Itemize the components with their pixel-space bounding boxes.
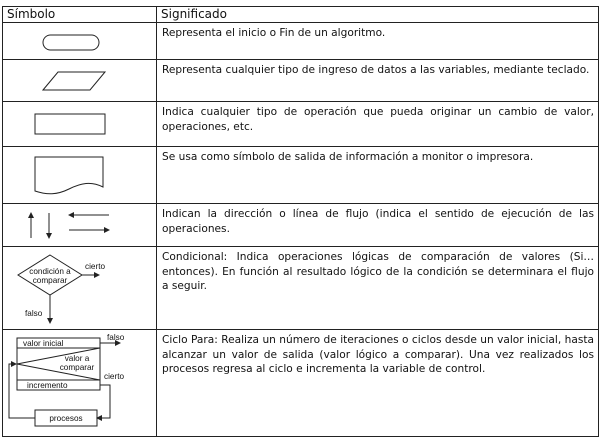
row-description: Representa cualquier tipo de ingreso de datos a las variables, mediante teclado. <box>157 60 599 102</box>
loop-false-label: falso <box>107 333 125 342</box>
row-description: Se usa como símbolo de salida de información a monitor o impresora. <box>157 147 599 204</box>
table-row <box>3 204 599 247</box>
loop-true-label: cierto <box>104 372 125 381</box>
header-meaning: Significado <box>157 7 599 23</box>
loop-initial-label: valor inicial <box>23 339 64 348</box>
table-row <box>3 23 599 60</box>
loop-compare-line1: valor a <box>64 354 90 363</box>
table-row <box>3 102 599 147</box>
table-header-row <box>3 7 599 23</box>
row-description: Indica cualquier tipo de operación que pueda originar un cambio de valor, operaciones, etc. <box>157 102 599 147</box>
decision-false-label: falso <box>25 309 43 318</box>
symbol-cell <box>3 204 157 247</box>
symbol-cell <box>3 23 157 60</box>
row-description: Representa el inicio o Fin de un algoritmo. <box>157 23 599 60</box>
loop-process-label: procesos <box>49 414 83 423</box>
loop-compare-line2: comparar <box>59 363 95 372</box>
table-row <box>3 330 599 437</box>
loop-increment-label: incremento <box>27 381 68 390</box>
table-row <box>3 60 599 102</box>
terminal-oval-icon <box>3 23 157 59</box>
for-loop-icon <box>3 330 157 436</box>
flowchart-symbols-table <box>2 6 599 437</box>
table-row <box>3 147 599 204</box>
symbol-cell <box>3 147 157 204</box>
process-rectangle-icon <box>3 102 157 146</box>
output-document-icon <box>3 147 157 203</box>
table-row <box>3 247 599 330</box>
symbol-cell <box>3 247 157 330</box>
decision-true-label: cierto <box>85 262 106 271</box>
header-symbol: Símbolo <box>3 7 157 23</box>
input-parallelogram-icon <box>3 60 157 101</box>
row-description: Indican la dirección o línea de flujo (indica el sentido de ejecución de las operaciones. <box>157 204 599 247</box>
flow-arrows-icon <box>3 204 157 246</box>
row-description: Ciclo Para: Realiza un número de iteraciones o ciclos desde un valor inicial, hasta alcanzar un valor de salida (valor lógico a comparar). Una vez realizados los procesos regresa al ciclo e incrementa la variable de control. <box>157 330 599 437</box>
decision-diamond-icon <box>3 247 157 329</box>
decision-condition-line1: condición a <box>29 267 71 276</box>
decision-condition-line2: comparar <box>32 276 68 285</box>
symbol-cell <box>3 60 157 102</box>
symbol-cell <box>3 330 157 437</box>
row-description: Condicional: Indica operaciones lógicas de comparación de valores (Si…entonces). En función al resultado lógico de la condición se determinara el flujo a seguir. <box>157 247 599 330</box>
symbol-cell <box>3 102 157 147</box>
